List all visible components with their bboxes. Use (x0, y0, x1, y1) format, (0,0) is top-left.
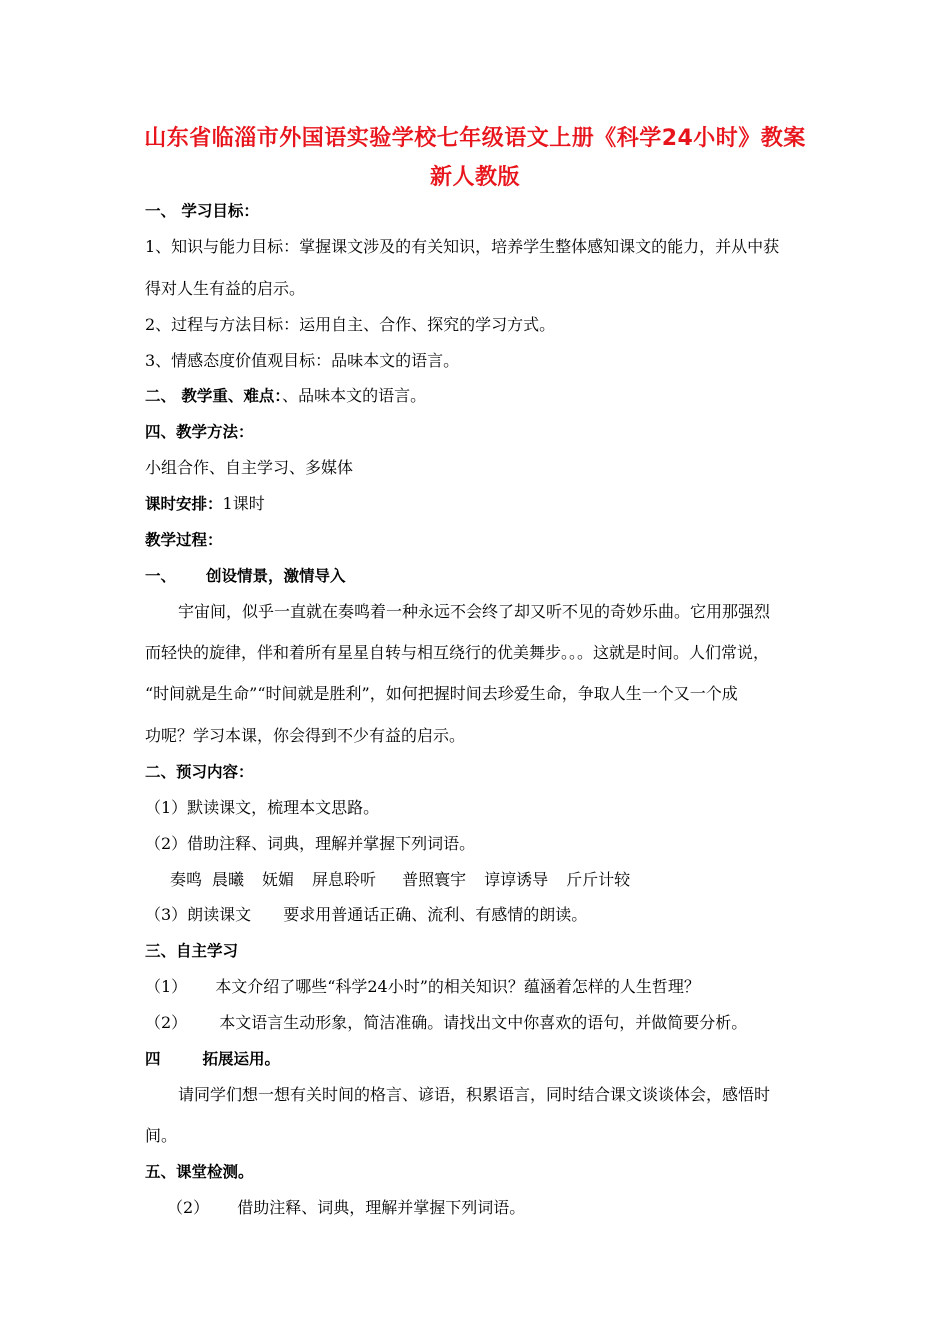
part-1-line-3: “时间就是生命”“时间就是胜利”，如何把握时间去珍爱生命，争取人生一个又一个成 (145, 684, 738, 703)
part-4-number: 四 (145, 1050, 161, 1068)
vocab-word: 斤斤计较 (566, 870, 631, 889)
section-1-line-3: 2、过程与方法目标：运用自主、合作、探究的学习方式。 (145, 315, 556, 334)
document-title-line1: 山东省临淄市外国语实验学校七年级语文上册《科学24小时》教案 (144, 126, 806, 151)
time-heading: 课时安排： (145, 495, 223, 513)
part-4-title: 拓展运用。 (202, 1050, 281, 1068)
document-title-line2: 新人教版 (429, 165, 520, 190)
part-2-heading: 二、预习内容： (145, 763, 254, 781)
vocab-word: 谆谆诱导 (484, 870, 549, 889)
part-4-heading (145, 1049, 280, 1069)
section-4-text: 小组合作、自主学习、多媒体 (145, 458, 354, 477)
part-2-item-3 (145, 905, 587, 925)
vocab-word: 奏鸣 (170, 870, 203, 889)
part-1-line-2: 而轻快的旋律，伴和着所有星星自转与相互绕行的优美舞步。。。这就是时间。人们常说， (145, 643, 770, 662)
time-text: 1课时 (222, 494, 265, 513)
part-2-item-1: （1）默读课文，梳理本文思路。 (145, 798, 380, 817)
part-5-item-1 (167, 1198, 525, 1218)
part-2-item-3-text: 要求用普通话正确、流利、有感情的朗读。 (283, 905, 588, 924)
section-1-heading: 一、 学习目标： (145, 202, 259, 220)
section-1-line-1: 1、知识与能力目标：掌握课文涉及的有关知识，培养学生整体感知课文的能力，并从中获 (145, 237, 780, 256)
time-line (145, 494, 265, 514)
part-1-title: 创设情景，激情导入 (206, 567, 346, 585)
vocab-word: 屏息聆听 (312, 870, 377, 889)
part-3-item-1-number: （1） (145, 977, 188, 996)
part-4-line-1: 请同学们想一想有关时间的格言、谚语，积累语言，同时结合课文谈谈体会，感悟时 (178, 1085, 771, 1104)
part-2-item-3-number: （3）朗读课文 (145, 905, 252, 924)
part-5-item-1-number: （2） (167, 1198, 210, 1217)
part-4-line-2: 间。 (145, 1126, 178, 1145)
vocab-list (170, 870, 630, 890)
section-2-text: 、品味本文的语言。 (282, 386, 427, 405)
part-1-line-4: 功呢？学习本课，你会得到不少有益的启示。 (145, 726, 466, 745)
vocab-word: 普照寰宇 (402, 870, 467, 889)
section-2-heading: 二、 教学重、难点： (145, 387, 283, 405)
part-3-item-2-text: 本文语言生动形象，简洁准确。请找出文中你喜欢的语句，并做简要分析。 (219, 1013, 748, 1032)
part-1-heading (145, 566, 346, 586)
section-4-heading: 四、教学方法： (145, 423, 254, 441)
section-1-line-2: 得对人生有益的启示。 (145, 279, 306, 298)
part-3-item-1 (145, 977, 700, 997)
part-2-item-2: （2）借助注释、词典，理解并掌握下列词语。 (145, 834, 476, 853)
section-1-line-4: 3、情感态度价值观目标：品味本文的语言。 (145, 351, 460, 370)
part-5-item-1-text: 借助注释、词典，理解并掌握下列词语。 (237, 1198, 526, 1217)
part-1-line-1: 宇宙间，似乎一直就在奏鸣着一种永远不会终了却又听不见的奇妙乐曲。它用那强烈 (178, 602, 771, 621)
part-1-number: 一、 (145, 567, 177, 585)
part-5-heading: 五、课堂检测。 (145, 1163, 254, 1181)
vocab-word: 晨曦 (212, 870, 245, 889)
part-3-heading: 三、自主学习 (145, 942, 239, 960)
section-2-line (145, 386, 426, 406)
vocab-word: 妩媚 (262, 870, 295, 889)
part-3-item-2 (145, 1013, 747, 1033)
part-3-item-1-text: 本文介绍了哪些“科学24小时”的相关知识？蕴涵着怎样的人生哲理？ (215, 977, 700, 996)
part-3-item-2-number: （2） (145, 1013, 188, 1032)
process-heading: 教学过程： (145, 531, 223, 549)
